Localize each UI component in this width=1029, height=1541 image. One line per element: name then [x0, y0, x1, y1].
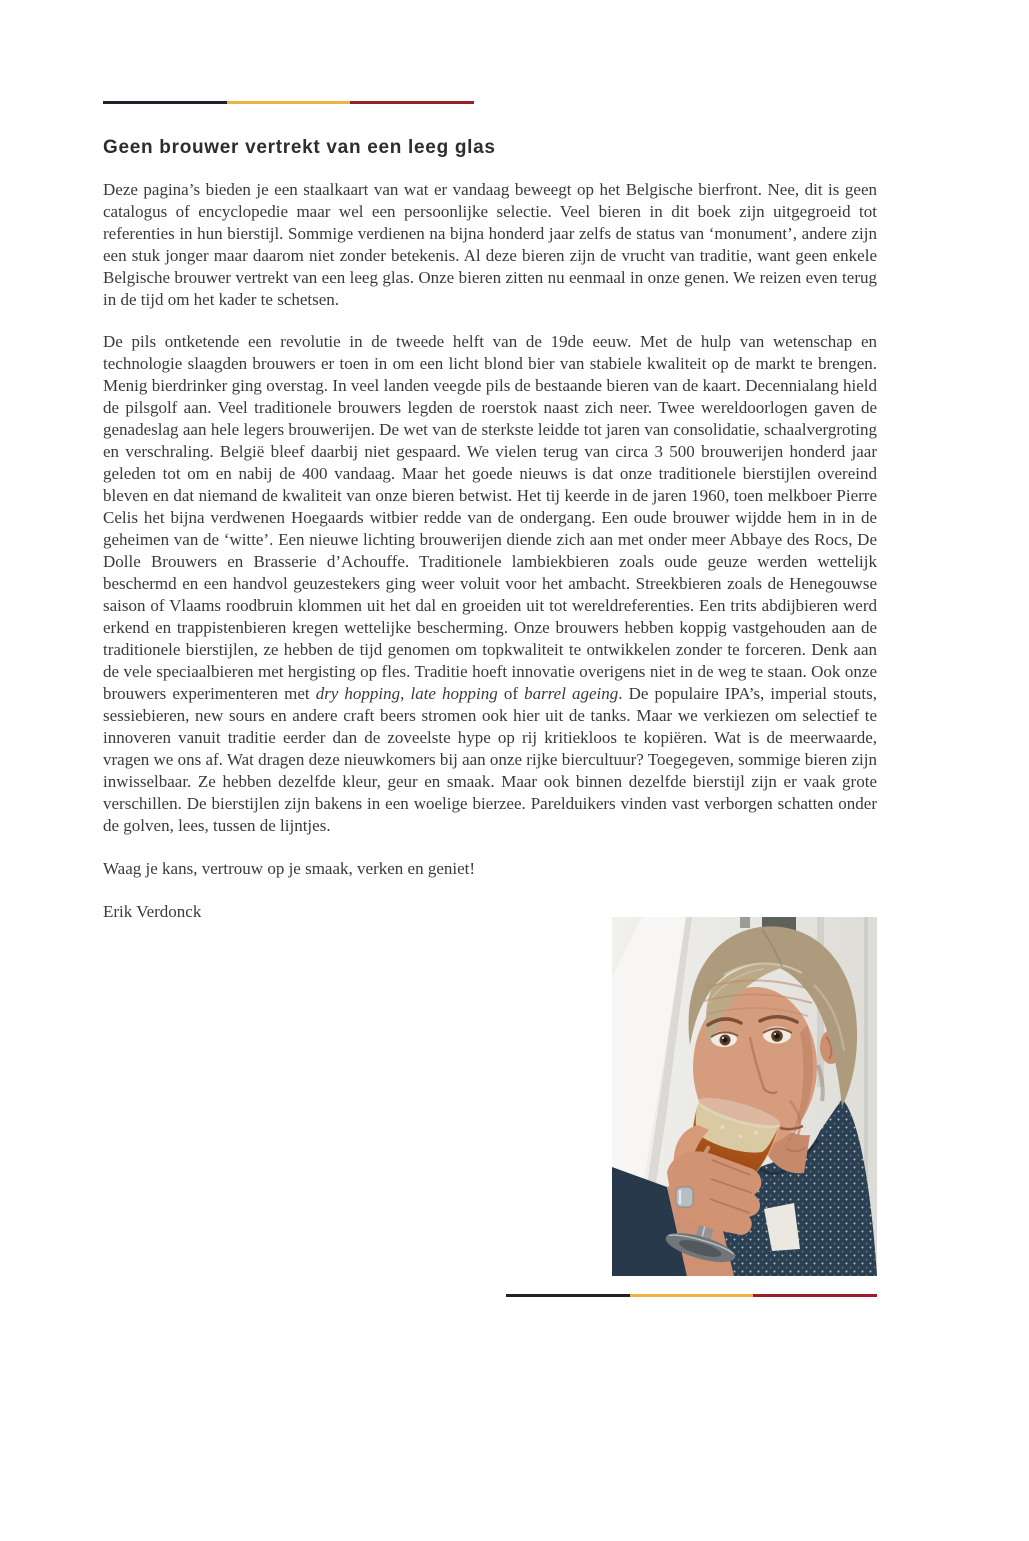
rule-segment-yellow: [630, 1294, 754, 1297]
rule-segment-red: [350, 101, 474, 104]
history-paragraph: De pils ontketende een revolutie in de tweede helft van de 19de eeuw. Met de hulp van wetenschap en technologie slaagden brouwers er toen in om een licht blond bier van stabiele kwaliteit op de markt te brengen. Menig bierdrinker ging overstag. In veel landen veegde pils de bestaande bieren van de kaart. Decennialang hield de pilsgolf aan. Veel traditionele brouwers legden de roerstok naast zich neer. Twee wereldoorlogen gaven de genadeslag aan hele legers brouwerijen. De wet van de sterkste leidde tot jaren van consolidatie, schaalvergroting en verschraling. België bleef daarbij niet gespaard. We vielen terug van circa 3 500 brouwerijen honderd jaar geleden tot om en nabij de 400 vandaag. Maar het goede nieuws is dat onze traditionele bierstijlen overeind bleven en dat niemand de kwaliteit van onze bieren betwist. Het tij keerde in de jaren 1960, toen melkboer Pierre Celis het bijna verdwenen Hoegaards witbier redde van de ondergang. Een oude brouwer wijdde hem in in de geheimen van de ‘witte’. Een nieuwe lichting brouwerijen diende zich aan met onder meer Abbaye des Rocs, De Dolle Brouwers en Brasserie d’Achouffe. Traditionele lambiekbieren zoals oude geuze werden wettelijk beschermd en een handvol geuzestekers ging weer voluit voor het ambacht. Streekbieren zoals de Henegouwse saison of Vlaams roodbruin klommen uit het dal en groeiden uit tot wereldreferenties. Een trits abdijbieren werd erkend en trappistenbieren kregen wettelijke bescherming. Onze brouwers hebben koppig vastgehouden aan de traditionele bierstijlen, ze hebben de tijd genomen om topkwaliteit te ontwikkelen zonder te forceren. Denk aan de vele speciaalbieren met hergisting op fles. Traditie hoeft innovatie overigens niet in de weg te staan. Ook onze brouwers experimenteren met dry hopping, late hopping of barrel ageing. De populaire IPA’s, imperial stouts, sessiebieren, new sours en andere craft beers stromen ook hier uit de tanks. Maar we verkiezen om selectief te innoveren vanuit traditie eerder dan de zoveelste hype op rij kritiekloos te kopiëren. Wat is de meerwaarde, vragen we ons af. Wat dragen deze nieuwkomers bij aan onze rijke biercultuur? Toegegeven, sommige bieren zijn inwisselbaar. Ze hebben dezelfde kleur, geur en smaak. Maar ook binnen dezelfde bierstijl zijn er vaak grote verschillen. De bierstijlen zijn bakens in een woelige bierzee. Parelduikers vinden vast verborgen schatten onder de golven, lees, tussen de lijntjes.: [103, 332, 878, 835]
intro-paragraph: Deze pagina’s bieden je een staalkaart van wat er vandaag beweegt op het Belgische bierfront. Nee, dit is geen catalogus of encyclopedie maar wel een persoonlijke selectie. Veel bieren in dit boek zijn uitgegroeid tot referenties in hun bierstijl. Sommige verdienen na bijna honderd jaar zelfs de status van ‘monument’, andere zijn een stuk jonger maar daarom niet zonder betekenis. Al deze bieren zijn de vrucht van traditie, want geen enkele Belgische brouwer vertrekt van een leeg glas. Onze bieren zitten nu eenmaal in onze genen. We reizen even terug in de tijd om het kader te schetsen.: [103, 180, 877, 309]
rule-segment-red: [753, 1294, 877, 1297]
rule-segment-black: [506, 1294, 630, 1297]
flag-rule-top: [103, 101, 474, 104]
flag-rule-bottom: [506, 1294, 877, 1297]
author-signature: Erik Verdonck: [103, 902, 202, 921]
author-photo: [612, 917, 877, 1276]
rule-segment-black: [103, 101, 227, 104]
page-title: Geen brouwer vertrekt van een leeg glas: [103, 137, 496, 158]
photo-container: [103, 917, 877, 1276]
closing-line: Waag je kans, vertrouw op je smaak, verken en geniet!: [103, 859, 476, 878]
text-column: [103, 101, 877, 1297]
book-page: [0, 101, 1029, 1541]
rule-segment-yellow: [227, 101, 351, 104]
